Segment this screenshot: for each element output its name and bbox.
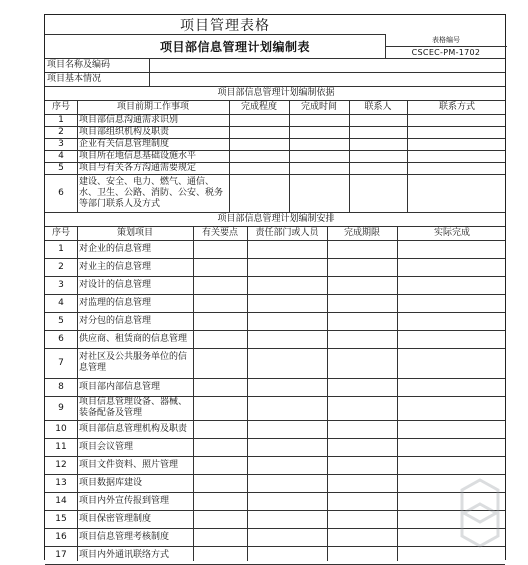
- entry-cell[interactable]: [193, 546, 247, 564]
- entry-cell[interactable]: [247, 420, 327, 438]
- row-number: 3: [58, 279, 64, 290]
- entry-cell[interactable]: [247, 378, 327, 396]
- row-number: 14: [55, 495, 67, 506]
- entry-cell[interactable]: [327, 528, 397, 546]
- row-item: 项目所在地信息基础设施水平: [79, 150, 197, 161]
- row-item: 对分包的信息管理: [79, 315, 152, 326]
- row-item: 项目内外通讯联络方式: [79, 549, 170, 560]
- entry-cell[interactable]: [327, 312, 397, 330]
- form-sheet: [44, 14, 506, 560]
- entry-cell[interactable]: [193, 294, 247, 312]
- entry-cell[interactable]: [327, 258, 397, 276]
- entry-cell[interactable]: [327, 378, 397, 396]
- entry-cell[interactable]: [397, 378, 507, 396]
- entry-cell[interactable]: [327, 510, 397, 528]
- row-number: 10: [55, 423, 67, 434]
- grid-line: [229, 100, 230, 212]
- info-value[interactable]: [149, 58, 505, 72]
- entry-cell[interactable]: [407, 138, 507, 150]
- entry-cell[interactable]: [327, 492, 397, 510]
- entry-cell[interactable]: [327, 420, 397, 438]
- entry-cell[interactable]: [193, 474, 247, 492]
- row-item: 项目信息管理考核制度: [79, 531, 170, 542]
- entry-cell[interactable]: [193, 492, 247, 510]
- row-number: 5: [58, 315, 64, 326]
- entry-cell[interactable]: [349, 126, 407, 138]
- entry-cell[interactable]: [247, 240, 327, 258]
- column-header: 实际完成: [433, 227, 470, 238]
- row-number: 1: [58, 243, 64, 254]
- row-item: 对企业的信息管理: [79, 243, 152, 254]
- entry-cell[interactable]: [229, 150, 289, 162]
- row-item: 项目部内部信息管理: [79, 381, 161, 392]
- column-header: 策划项目: [116, 227, 153, 238]
- column-header: 序号: [51, 101, 70, 112]
- form-code-label: 表格编号: [432, 36, 460, 44]
- entry-cell[interactable]: [193, 456, 247, 474]
- column-header: 项目前期工作事项: [116, 101, 189, 112]
- row-number: 16: [55, 531, 67, 542]
- column-header: 完成程度: [240, 101, 277, 112]
- row-item: 项目部信息管理机构及职责: [79, 423, 188, 434]
- column-header: 联系方式: [438, 101, 475, 112]
- entry-cell[interactable]: [289, 174, 349, 212]
- entry-cell[interactable]: [407, 174, 507, 212]
- row-item: 对业主的信息管理: [79, 261, 152, 272]
- entry-cell[interactable]: [349, 162, 407, 174]
- row-item: 对设计的信息管理: [79, 279, 152, 290]
- entry-cell[interactable]: [247, 294, 327, 312]
- info-value[interactable]: [149, 72, 505, 86]
- entry-cell[interactable]: [289, 114, 349, 126]
- entry-cell[interactable]: [349, 114, 407, 126]
- grid-line: [407, 100, 408, 212]
- entry-cell[interactable]: [193, 420, 247, 438]
- row-item: 项目保密管理制度: [79, 513, 152, 524]
- row-number: 4: [58, 297, 64, 308]
- info-label: 项目基本情况: [47, 73, 102, 84]
- column-header: 完成时间: [300, 101, 337, 112]
- entry-cell[interactable]: [247, 396, 327, 420]
- entry-cell[interactable]: [397, 420, 507, 438]
- entry-cell[interactable]: [247, 348, 327, 378]
- row-item: 项目会议管理: [79, 441, 134, 452]
- entry-cell[interactable]: [193, 438, 247, 456]
- column-header: 序号: [51, 227, 70, 238]
- row-number: 9: [58, 402, 64, 413]
- entry-cell[interactable]: [349, 174, 407, 212]
- entry-cell[interactable]: [229, 126, 289, 138]
- entry-cell[interactable]: [193, 312, 247, 330]
- row-item: 对社区及公共服务单位的信息管理: [79, 352, 188, 373]
- grid-line: [149, 58, 150, 86]
- row-number: 3: [58, 138, 64, 149]
- row-item: 建设、安全、电力、燃气、通信、水、卫生、公路、消防、公安、税务等部门联系人及方式: [79, 176, 224, 209]
- grid-line: [289, 100, 290, 212]
- grid-line: [77, 226, 78, 561]
- entry-cell[interactable]: [397, 258, 507, 276]
- entry-cell[interactable]: [349, 150, 407, 162]
- entry-cell[interactable]: [247, 438, 327, 456]
- entry-cell[interactable]: [193, 258, 247, 276]
- entry-cell[interactable]: [247, 330, 327, 348]
- entry-cell[interactable]: [327, 294, 397, 312]
- entry-cell[interactable]: [247, 528, 327, 546]
- entry-cell[interactable]: [397, 456, 507, 474]
- entry-cell[interactable]: [193, 348, 247, 378]
- entry-cell[interactable]: [229, 114, 289, 126]
- grid-line: [247, 226, 248, 561]
- row-number: 5: [58, 162, 64, 173]
- info-label: 项目名称及编码: [47, 59, 111, 70]
- entry-cell[interactable]: [397, 330, 507, 348]
- entry-cell[interactable]: [193, 528, 247, 546]
- entry-cell[interactable]: [247, 474, 327, 492]
- column-header: 有关要点: [201, 227, 238, 238]
- entry-cell[interactable]: [397, 396, 507, 420]
- row-item: 企业有关信息管理制度: [79, 138, 170, 149]
- entry-cell[interactable]: [397, 294, 507, 312]
- column-header: 完成期限: [343, 227, 380, 238]
- row-item: 项目文件资料、照片管理: [79, 459, 179, 470]
- entry-cell[interactable]: [327, 348, 397, 378]
- entry-cell[interactable]: [349, 138, 407, 150]
- row-number: 8: [58, 381, 64, 392]
- row-number: 12: [55, 459, 67, 470]
- entry-cell[interactable]: [407, 150, 507, 162]
- row-number: 7: [58, 357, 64, 368]
- row-number: 6: [58, 187, 64, 198]
- row-item: 项目部组织机构及职责: [79, 126, 170, 137]
- form-subtitle: 项目部信息管理计划编制表: [159, 39, 310, 54]
- entry-cell[interactable]: [193, 276, 247, 294]
- entry-cell[interactable]: [397, 276, 507, 294]
- section-title: 项目部信息管理计划编制依据: [217, 87, 335, 98]
- row-number: 13: [55, 477, 67, 488]
- entry-cell[interactable]: [193, 240, 247, 258]
- row-item: 供应商、租赁商的信息管理: [79, 333, 188, 344]
- entry-cell[interactable]: [289, 126, 349, 138]
- entry-cell[interactable]: [247, 456, 327, 474]
- column-header: 责任部门或人员: [255, 227, 319, 238]
- entry-cell[interactable]: [229, 138, 289, 150]
- entry-cell[interactable]: [193, 396, 247, 420]
- grid-line: [45, 34, 385, 35]
- entry-cell[interactable]: [289, 162, 349, 174]
- grid-line: [327, 226, 328, 561]
- entry-cell[interactable]: [397, 240, 507, 258]
- entry-cell[interactable]: [397, 348, 507, 378]
- entry-cell[interactable]: [407, 114, 507, 126]
- row-number: 17: [55, 549, 67, 560]
- entry-cell[interactable]: [407, 162, 507, 174]
- grid-line: [193, 226, 194, 561]
- entry-cell[interactable]: [407, 126, 507, 138]
- entry-cell[interactable]: [247, 510, 327, 528]
- row-number: 2: [58, 126, 64, 137]
- grid-line: [77, 100, 78, 212]
- entry-cell[interactable]: [289, 150, 349, 162]
- grid-line: [397, 226, 398, 561]
- row-item: 项目与有关各方沟通需要规定: [79, 162, 197, 173]
- entry-cell[interactable]: [229, 174, 289, 212]
- entry-cell[interactable]: [327, 396, 397, 420]
- entry-cell[interactable]: [247, 312, 327, 330]
- entry-cell[interactable]: [229, 162, 289, 174]
- page-title: 项目管理表格: [180, 17, 270, 34]
- entry-cell[interactable]: [247, 276, 327, 294]
- form-code-value: CSCEC-PM-1702: [411, 48, 481, 57]
- row-item: 对监理的信息管理: [79, 297, 152, 308]
- entry-cell[interactable]: [247, 492, 327, 510]
- entry-cell[interactable]: [327, 240, 397, 258]
- row-number: 11: [55, 441, 67, 452]
- entry-cell[interactable]: [397, 312, 507, 330]
- entry-cell[interactable]: [397, 438, 507, 456]
- grid-line: [349, 100, 350, 212]
- entry-cell[interactable]: [247, 258, 327, 276]
- building-logo-icon: [440, 474, 520, 554]
- entry-cell[interactable]: [327, 456, 397, 474]
- row-item: 项目信息管理设备、器械、装备配备及管理: [79, 397, 188, 418]
- row-number: 2: [58, 261, 64, 272]
- entry-cell[interactable]: [193, 330, 247, 348]
- entry-cell[interactable]: [327, 474, 397, 492]
- entry-cell[interactable]: [247, 546, 327, 564]
- row-item: 项目内外宣传报到管理: [79, 495, 170, 506]
- row-number: 6: [58, 333, 64, 344]
- row-number: 4: [58, 150, 64, 161]
- entry-cell[interactable]: [327, 546, 397, 564]
- entry-cell[interactable]: [327, 276, 397, 294]
- entry-cell[interactable]: [327, 438, 397, 456]
- row-item: 项目数据库建设: [79, 477, 143, 488]
- entry-cell[interactable]: [327, 330, 397, 348]
- entry-cell[interactable]: [289, 138, 349, 150]
- row-number: 1: [58, 114, 64, 125]
- entry-cell[interactable]: [193, 378, 247, 396]
- section-title: 项目部信息管理计划编制安排: [217, 213, 335, 224]
- row-item: 项目部信息沟通需求识别: [79, 114, 179, 125]
- row-number: 15: [55, 513, 67, 524]
- column-header: 联系人: [364, 101, 392, 112]
- entry-cell[interactable]: [193, 510, 247, 528]
